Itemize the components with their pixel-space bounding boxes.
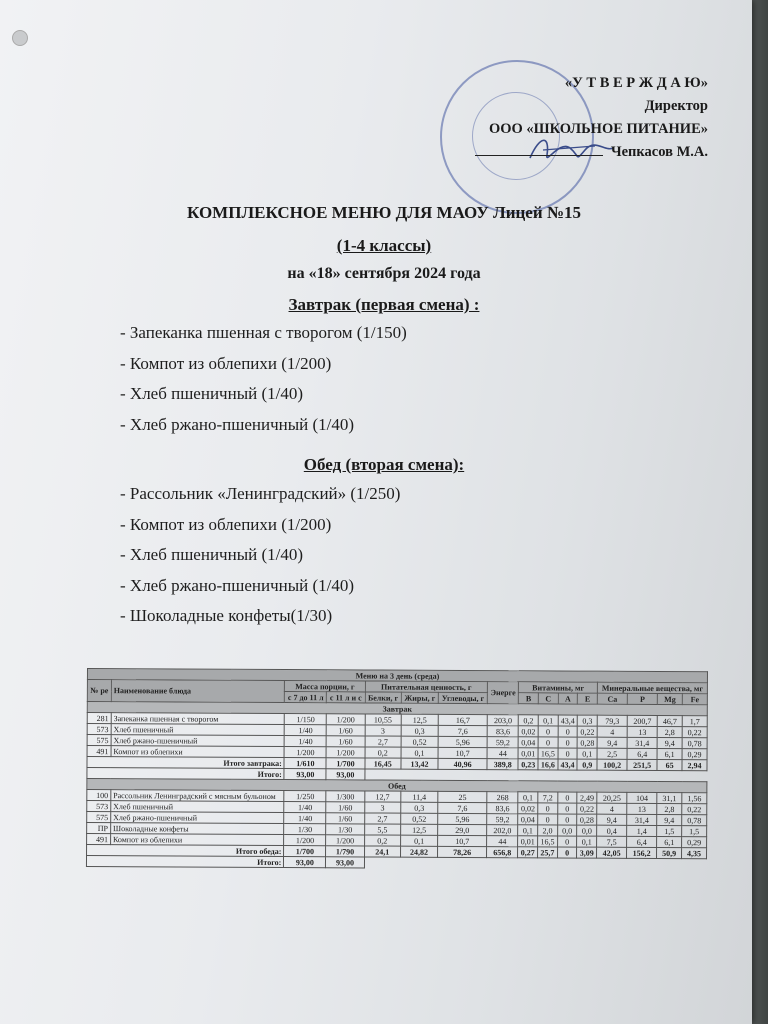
table-cell: 46,7	[657, 715, 682, 726]
table-cell: 0,1	[401, 747, 438, 758]
table-cell: 93,00	[284, 857, 326, 868]
table-cell: с 7 до 11 л	[285, 692, 327, 703]
table-cell: 25,7	[538, 847, 558, 858]
table-cell: 1/700	[326, 758, 364, 769]
table-cell: 1/200	[284, 835, 326, 846]
table-cell: 1/700	[284, 846, 326, 857]
table-cell: 59,2	[487, 737, 518, 748]
breakfast-heading: Завтрак (первая смена) :	[288, 295, 480, 314]
table-cell: 1,7	[682, 716, 707, 727]
table-cell: 0,78	[682, 738, 707, 749]
table-cell: 0,2	[365, 747, 401, 758]
col-header: № ре	[87, 680, 111, 702]
table-cell: 0,0	[577, 825, 597, 836]
table-cell: 1,5	[657, 825, 682, 836]
table-cell: 203,0	[487, 715, 518, 726]
table-cell: 281	[87, 713, 111, 724]
table-cell: 43,4	[558, 715, 578, 726]
table-cell: 10,7	[438, 835, 487, 846]
table-cell: 31,4	[627, 737, 657, 748]
table-cell: 9,4	[657, 814, 682, 825]
table-cell: 12,7	[364, 791, 400, 802]
list-item: - Хлеб ржано-пшеничный (1/40)	[120, 414, 355, 434]
lunch-heading: Обед (вторая смена):	[303, 455, 465, 474]
table-cell: 20,25	[597, 792, 627, 803]
table-cell: 0,29	[682, 837, 707, 848]
table-cell: 0,04	[518, 737, 538, 748]
col-header: Наименование блюда	[111, 680, 285, 703]
table-cell: Fe	[682, 694, 707, 705]
table-cell: 6,4	[627, 836, 657, 847]
table-cell: Итого завтрака:	[87, 757, 284, 769]
table-cell: 0,02	[518, 803, 538, 814]
list-item: - Рассольник «Ленинградский» (1/250)	[120, 484, 401, 503]
table-cell: 268	[487, 792, 518, 803]
table-cell: 0	[558, 792, 578, 803]
table-cell: 2,7	[365, 736, 401, 747]
table-cell: 0,01	[518, 748, 538, 759]
table-cell: 10,7	[438, 747, 487, 758]
list-item: - Шоколадные конфеты(1/30)	[120, 606, 333, 625]
table-cell: 13	[627, 726, 657, 737]
table-cell: 0	[538, 737, 558, 748]
table-cell: 0,01	[518, 836, 538, 847]
table-cell: 0,3	[578, 715, 598, 726]
table-cell: 31,1	[657, 792, 682, 803]
table-cell: 24,82	[400, 846, 437, 857]
table-cell: 0,02	[519, 726, 539, 737]
table-cell: 0,9	[577, 759, 597, 770]
document-title: КОМПЛЕКСНОЕ МЕНЮ ДЛЯ МАОУ Лицей №15	[187, 203, 581, 222]
table-cell: 0	[557, 847, 577, 858]
table-cell: 0,22	[577, 803, 597, 814]
table-cell: 1,4	[627, 825, 657, 836]
table-cell: 0,78	[682, 815, 707, 826]
table-cell: Компот из облепихи	[111, 746, 285, 758]
table-cell: 12,5	[401, 714, 438, 725]
table-cell: 2,94	[682, 760, 707, 771]
lunch-list	[120, 484, 400, 637]
table-cell: Жиры, г	[401, 692, 438, 703]
table-cell: 0,29	[682, 749, 707, 760]
table-cell: Итого:	[87, 768, 284, 780]
table-cell: 13	[627, 803, 657, 814]
table-cell: 5,96	[438, 813, 487, 824]
table-cell: 1/40	[284, 813, 326, 824]
table-cell: 202,0	[487, 825, 518, 836]
table-cell: 0,1	[577, 748, 597, 759]
table-cell: 1,56	[682, 793, 707, 804]
table-cell: 1/200	[327, 714, 365, 725]
grades-label: (1-4 классы)	[336, 236, 432, 255]
table-cell: 7,6	[438, 802, 487, 813]
table-cell: 100,2	[597, 759, 627, 770]
table-cell: 7,5	[597, 836, 627, 847]
table-cell: Ca	[597, 693, 627, 704]
list-item: - Хлеб пшеничный (1/40)	[120, 384, 304, 403]
table-cell: 6,1	[657, 836, 682, 847]
table-cell: 5,5	[364, 824, 400, 835]
table-cell: 573	[87, 724, 111, 735]
table-cell: 1/60	[326, 802, 364, 813]
table-cell: 6,1	[657, 748, 682, 759]
table-cell: 2,0	[538, 825, 558, 836]
table-cell: 16,5	[538, 748, 558, 759]
table-cell: 79,3	[597, 715, 627, 726]
table-cell: 1/200	[326, 747, 364, 758]
table-cell: 156,2	[627, 847, 657, 858]
table-cell: 0,3	[401, 725, 438, 736]
approval-block	[475, 72, 708, 164]
table-cell: 93,00	[326, 769, 364, 780]
section-header: Завтрак	[87, 702, 707, 716]
table-cell: 0	[557, 814, 577, 825]
table-cell: 0	[558, 726, 578, 737]
table-cell: 16,5	[538, 836, 558, 847]
table-cell: 0,28	[577, 814, 597, 825]
table-cell: 573	[87, 801, 111, 812]
table-cell: 9,4	[597, 814, 627, 825]
table-cell: 0,22	[682, 804, 707, 815]
table-cell: Хлеб ржано-пшеничный	[111, 812, 285, 824]
table-cell: ПР	[87, 823, 111, 834]
table-cell: 11,4	[401, 791, 438, 802]
col-header: Энерге	[488, 682, 519, 704]
table-cell: 1/40	[285, 725, 327, 736]
table-cell: 0	[538, 814, 558, 825]
table-cell: 0,1	[401, 835, 438, 846]
table-cell: 16,6	[538, 759, 558, 770]
table-cell: 1,5	[682, 826, 707, 837]
table-cell: Рассольник Ленинградский с мясным бульоном	[111, 790, 285, 802]
table-cell: 0,27	[518, 847, 538, 858]
table-cell: 2,7	[364, 813, 400, 824]
table-cell: C	[538, 693, 558, 704]
table-cell: 0,22	[578, 726, 598, 737]
pin-icon	[12, 30, 28, 46]
table-cell: 93,00	[284, 769, 326, 780]
table-cell: 1/150	[285, 714, 327, 725]
table-cell: 13,42	[401, 758, 438, 769]
table-cell: 0,1	[538, 715, 558, 726]
table-cell: 0,52	[401, 813, 438, 824]
table-cell: 78,26	[438, 846, 487, 857]
table-cell: Mg	[658, 693, 683, 704]
table-cell: 3	[364, 802, 400, 813]
table-cell: 1/300	[326, 791, 364, 802]
table-cell: 31,4	[627, 814, 657, 825]
table-cell: 0,2	[519, 715, 539, 726]
table-cell: 1/40	[284, 736, 326, 747]
table-cell: Хлеб ржано-пшеничный	[111, 735, 285, 747]
table-cell: 7,2	[538, 792, 558, 803]
table-cell: 9,4	[657, 737, 682, 748]
table-cell: 0,1	[518, 825, 538, 836]
table-cell: 1/250	[284, 791, 326, 802]
list-item: - Хлеб пшеничный (1/40)	[120, 545, 304, 564]
table-cell: 1/40	[284, 802, 326, 813]
table-cell: 1/60	[327, 725, 365, 736]
nutrition-table	[86, 668, 708, 870]
table-cell: 1/200	[326, 835, 364, 846]
table-cell: 2,49	[577, 792, 597, 803]
table-cell: Шоколадные конфеты	[110, 823, 284, 835]
list-item: - Компот из облепихи (1/200)	[120, 514, 332, 534]
table-cell: 42,05	[597, 847, 627, 858]
table-cell: 12,5	[401, 824, 438, 835]
table-cell: 200,7	[627, 715, 657, 726]
list-item: - Компот из облепихи (1/200)	[120, 353, 332, 373]
table-cell: 10,55	[365, 714, 401, 725]
table-cell: 16,45	[364, 758, 400, 769]
table-cell: Углеводы, г	[438, 692, 487, 703]
table-cell: 0	[557, 803, 577, 814]
table-cell: 2,8	[657, 803, 682, 814]
table-cell: 0,1	[577, 836, 597, 847]
table-cell: 389,8	[487, 759, 518, 770]
table-cell: 24,1	[364, 846, 400, 857]
table-cell: 25	[438, 791, 487, 802]
table-cell: 2,5	[597, 748, 627, 759]
table-cell: 1/790	[326, 846, 364, 857]
list-item: - Запеканка пшенная с творогом (1/150)	[120, 323, 407, 342]
table-caption: Меню на 3 день (среда)	[87, 669, 707, 683]
table-cell: Итого:	[86, 856, 283, 868]
table-cell: 16,7	[438, 714, 487, 725]
table-cell: 0,28	[577, 737, 597, 748]
table-cell: P	[627, 693, 657, 704]
table-cell: 251,5	[627, 759, 657, 770]
table-cell: 44	[487, 748, 518, 759]
table-cell: 1/60	[327, 736, 365, 747]
table-cell: Компот из облепихи	[110, 834, 284, 846]
table-cell: 0,52	[401, 736, 438, 747]
col-header: Масса порции, г	[285, 681, 365, 692]
table-cell: 575	[87, 812, 111, 823]
table-cell: Хлеб пшеничный	[111, 801, 285, 813]
table-cell: 40,96	[438, 758, 487, 769]
table-cell: 4	[597, 726, 627, 737]
table-cell: Итого обеда:	[87, 845, 284, 857]
table-cell: 491	[87, 746, 111, 757]
table-cell: 0,1	[518, 792, 538, 803]
breakfast-list	[120, 323, 407, 445]
table-cell: 4,35	[682, 848, 707, 859]
col-header: Питательная ценность, г	[365, 681, 488, 693]
list-item: - Хлеб ржано-пшеничный (1/40)	[120, 575, 355, 595]
table-cell: E	[578, 693, 598, 704]
table-cell: 1/30	[284, 824, 326, 835]
table-cell: 9,4	[597, 737, 627, 748]
table-cell: 7,6	[438, 725, 487, 736]
table-cell: A	[558, 693, 578, 704]
table-cell: Белки, г	[365, 692, 401, 703]
table-cell: с 11 л и с	[327, 692, 365, 703]
table-cell: 656,8	[487, 847, 518, 858]
table-cell: 1/30	[326, 824, 364, 835]
table-cell: 2,8	[657, 726, 682, 737]
table-cell: 5,96	[438, 736, 487, 747]
approval-position: Директор	[644, 98, 708, 114]
table-cell: 575	[87, 735, 111, 746]
table-cell: 0	[538, 803, 558, 814]
table-cell: 1/200	[284, 747, 326, 758]
table-cell: 1/60	[326, 813, 364, 824]
table-cell: 0,3	[401, 802, 438, 813]
col-header: Минеральные вещества, мг	[597, 682, 707, 694]
table-cell: 0	[558, 737, 578, 748]
table-cell: 1/610	[284, 758, 326, 769]
table-cell: 0,4	[597, 825, 627, 836]
section-header: Обед	[87, 779, 707, 793]
table-cell: 59,2	[487, 814, 518, 825]
table-cell: 3,09	[577, 847, 597, 858]
table-cell: 0,22	[682, 727, 707, 738]
table-cell: 83,6	[487, 726, 518, 737]
table-cell: 83,6	[487, 803, 518, 814]
table-cell: Запеканка пшенная с творогом	[111, 713, 285, 725]
approval-name: Чепкасов М.А.	[610, 144, 708, 160]
table-cell: 29,0	[438, 824, 487, 835]
table-cell: 6,4	[627, 748, 657, 759]
table-cell: 93,00	[326, 857, 364, 868]
table-cell: 104	[627, 792, 657, 803]
table-row	[86, 856, 706, 870]
menu-date: на «18» сентября 2024 года	[287, 265, 481, 282]
table-cell: Хлеб пшеничный	[111, 724, 285, 736]
table-cell: 0	[557, 836, 577, 847]
table-cell: 0,0	[557, 825, 577, 836]
table-cell: 491	[87, 834, 111, 845]
table-cell: 43,4	[558, 759, 578, 770]
table-cell: 0	[538, 726, 558, 737]
table-cell: 44	[487, 836, 518, 847]
table-cell: 0,2	[364, 835, 400, 846]
table-cell: 0	[558, 748, 578, 759]
col-header: Витамины, мг	[519, 682, 598, 693]
approval-org: ООО «ШКОЛЬНОЕ ПИТАНИЕ»	[488, 121, 708, 137]
table-cell: 65	[657, 759, 682, 770]
table-cell: B	[519, 693, 539, 704]
table-cell: 100	[87, 790, 111, 801]
table-cell: 4	[597, 803, 627, 814]
table-cell: 50,9	[657, 847, 682, 858]
signature-line	[475, 143, 603, 156]
approval-heading: «У Т В Е Р Ж Д А Ю»	[564, 75, 708, 91]
table-cell: 0,04	[518, 814, 538, 825]
table-cell: 3	[365, 725, 401, 736]
table-cell: 0,23	[518, 759, 538, 770]
